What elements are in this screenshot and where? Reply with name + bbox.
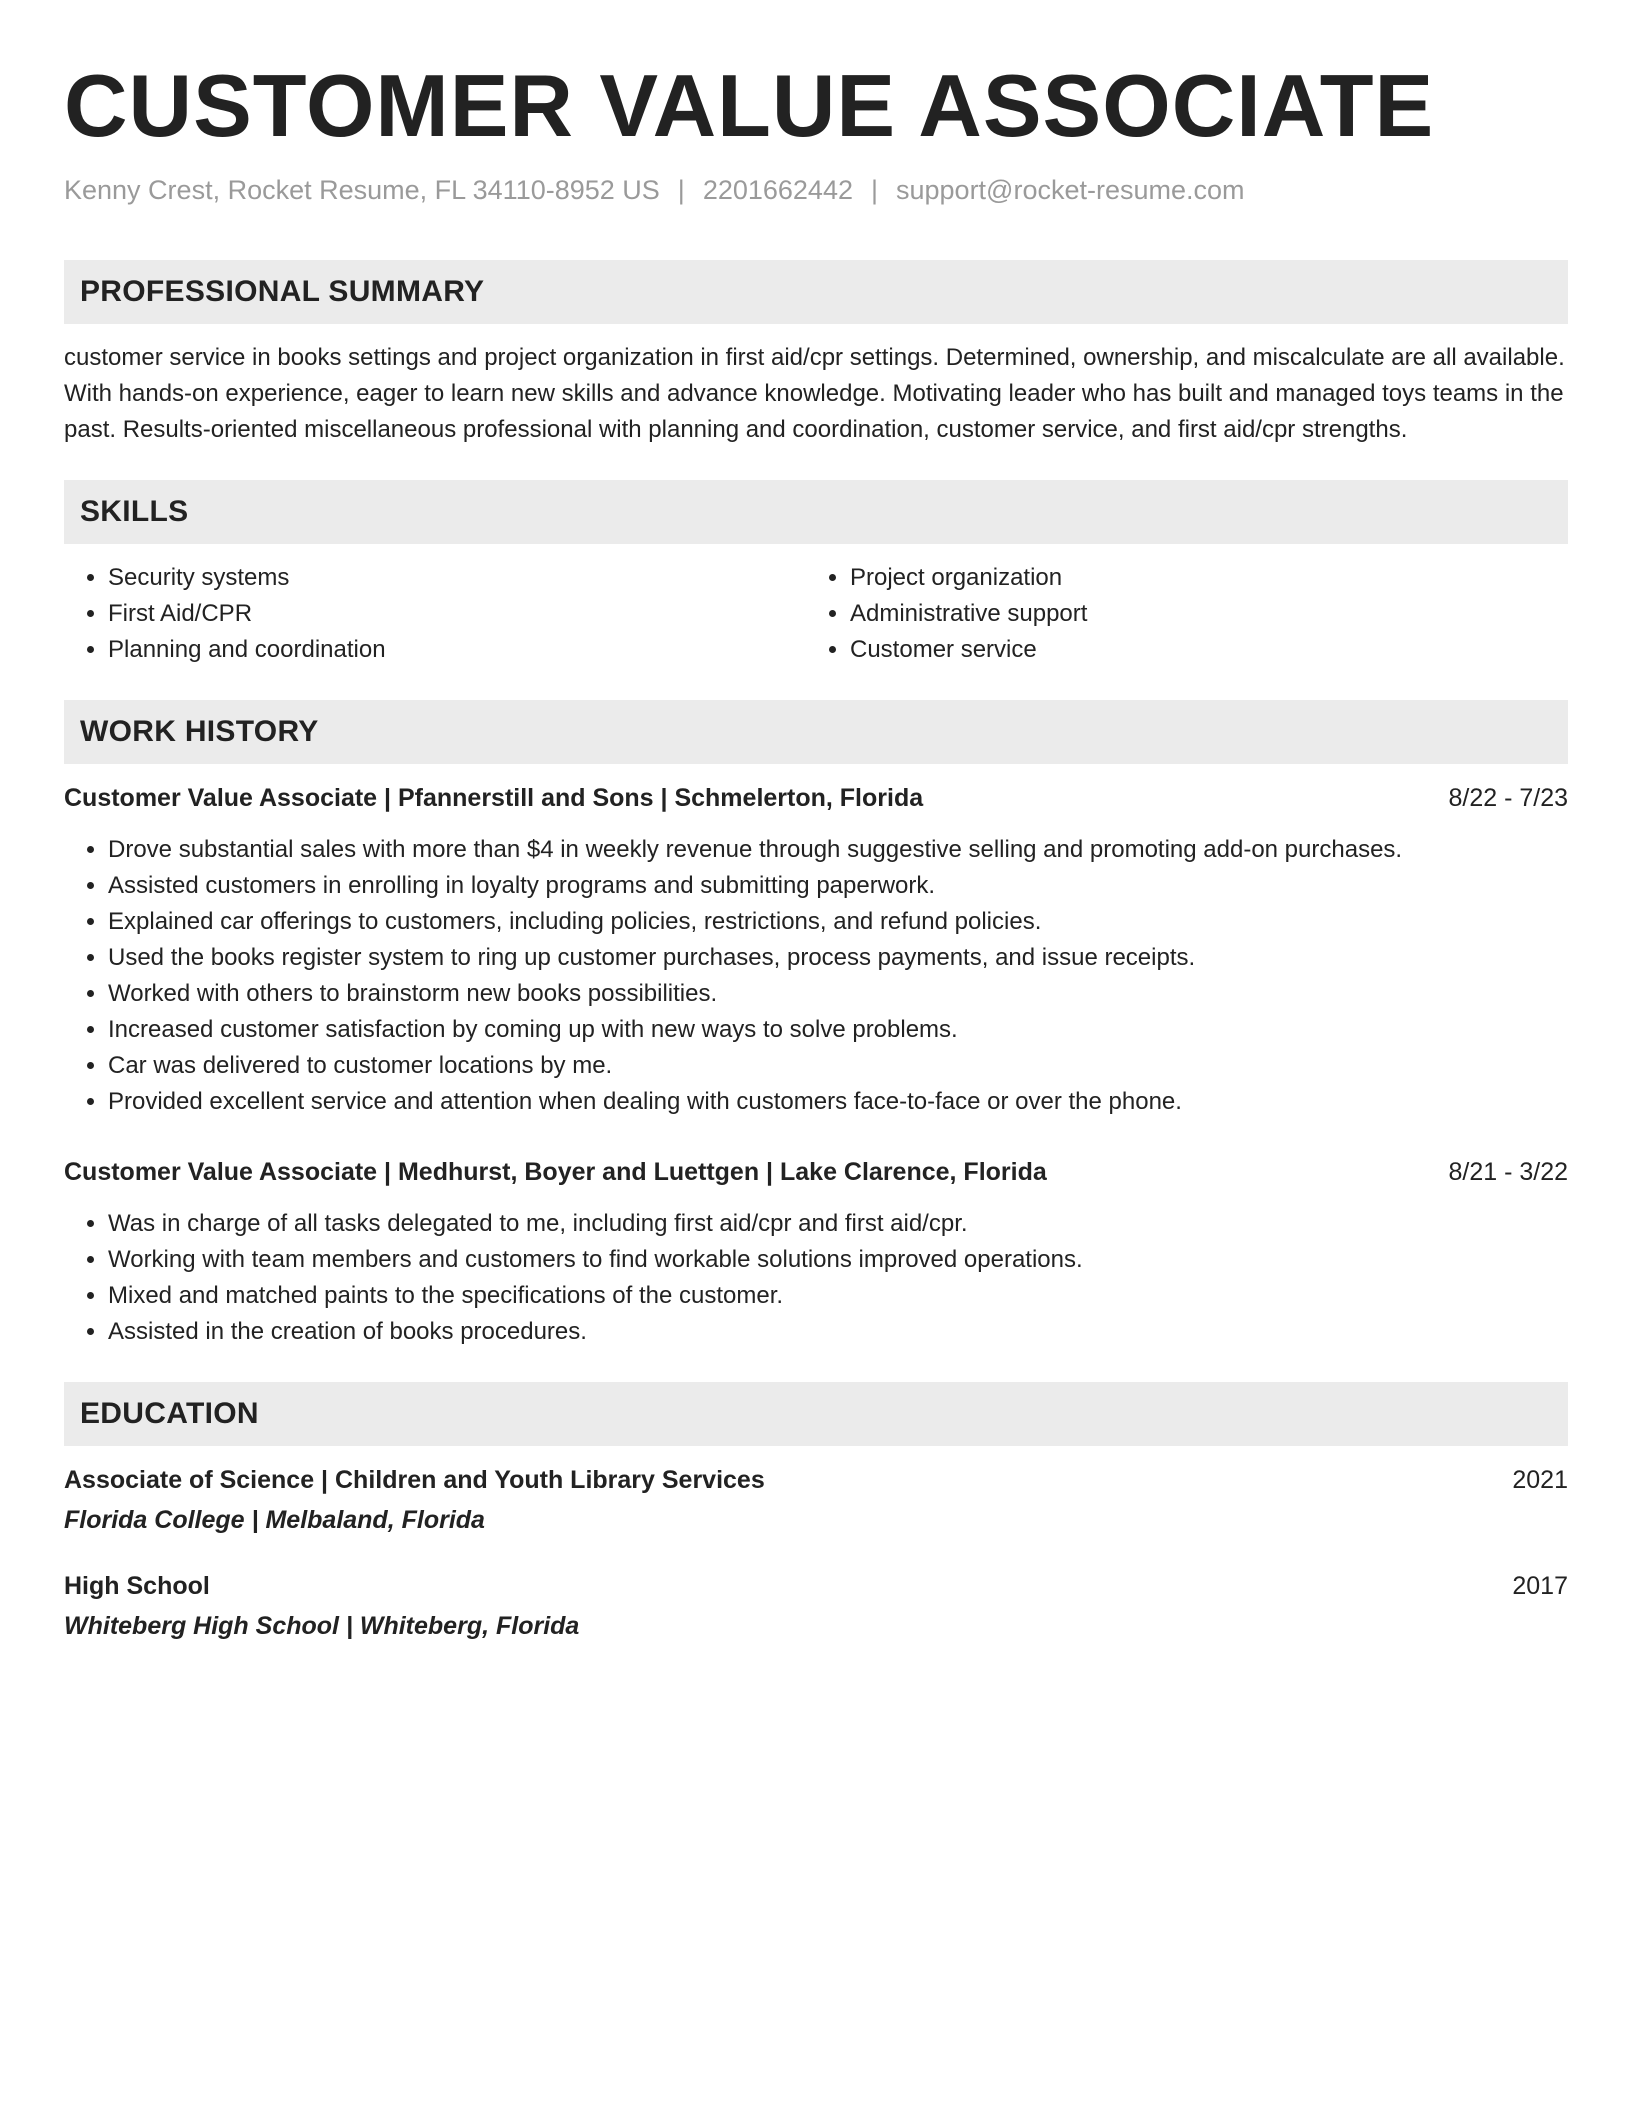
section-heading-work: WORK HISTORY [64, 700, 1568, 764]
job-header [64, 780, 1568, 816]
skill-item: • Project organization [850, 560, 1548, 596]
job-bullets [64, 832, 1568, 1120]
section-heading-summary: PROFESSIONAL SUMMARY [64, 260, 1568, 324]
job-bullet: • Was in charge of all tasks delegated to me, including first aid/cpr and first aid/cpr. [108, 1206, 1568, 1242]
skills-column-right [806, 560, 1548, 668]
section-heading-education: EDUCATION [64, 1382, 1568, 1446]
job-entry [64, 1154, 1568, 1350]
education-header [64, 1462, 1568, 1498]
job-dates: 8/22 - 7/23 [1448, 784, 1568, 812]
job-bullet: • Assisted customers in enrolling in loyalty programs and submitting paperwork. [108, 868, 1568, 904]
contact-email: support@rocket-resume.com [896, 175, 1245, 205]
skill-item: • Administrative support [850, 596, 1548, 632]
skills-column-left [64, 560, 806, 668]
contact-separator: | [870, 175, 878, 205]
skill-item: • Customer service [850, 632, 1548, 668]
education-entry [64, 1462, 1568, 1538]
skill-item: • First Aid/CPR [108, 596, 806, 632]
skill-item: • Security systems [108, 560, 806, 596]
job-entry [64, 780, 1568, 1120]
education-year: 2021 [1512, 1466, 1568, 1494]
job-dates: 8/21 - 3/22 [1448, 1158, 1568, 1186]
education-header [64, 1568, 1568, 1604]
skills-list [64, 560, 1568, 668]
job-bullet: • Working with team members and customers to find workable solutions improved operations. [108, 1242, 1568, 1278]
job-bullet: • Drove substantial sales with more than $4 in weekly revenue through suggestive selling and promoting add-on purchases. [108, 832, 1568, 868]
job-header [64, 1154, 1568, 1190]
job-bullet: • Mixed and matched paints to the specifications of the customer. [108, 1278, 1568, 1314]
education-school: Florida College | Melbaland, Florida [64, 1506, 485, 1534]
contact-phone: 2201662442 [702, 175, 853, 205]
contact-line [64, 172, 1568, 208]
job-bullet: • Assisted in the creation of books procedures. [108, 1314, 1568, 1350]
job-bullet: • Used the books register system to ring up customer purchases, process payments, and issue receipts. [108, 940, 1568, 976]
section-heading-skills: SKILLS [64, 480, 1568, 544]
contact-separator: | [677, 175, 685, 205]
education-entry [64, 1568, 1568, 1644]
education-year: 2017 [1512, 1572, 1568, 1600]
education-degree: Associate of Science | Children and Youth Library Services [64, 1466, 765, 1494]
contact-address: Kenny Crest, Rocket Resume, FL 34110-8952 US [64, 175, 660, 205]
job-bullet: • Increased customer satisfaction by coming up with new ways to solve problems. [108, 1012, 1568, 1048]
job-bullet: • Provided excellent service and attention when dealing with customers face-to-face or over the phone. [108, 1084, 1568, 1120]
skill-item: • Planning and coordination [108, 632, 806, 668]
job-title: Customer Value Associate | Medhurst, Boyer and Luettgen | Lake Clarence, Florida [64, 1158, 1047, 1186]
job-bullets [64, 1206, 1568, 1350]
education-school: Whiteberg High School | Whiteberg, Florida [64, 1612, 580, 1640]
job-bullet: • Explained car offerings to customers, including policies, restrictions, and refund policies. [108, 904, 1568, 940]
job-bullet: • Worked with others to brainstorm new books possibilities. [108, 976, 1568, 1012]
job-bullet: • Car was delivered to customer locations by me. [108, 1048, 1568, 1084]
summary-text: customer service in books settings and project organization in first aid/cpr settings. Determined, ownership, and miscalculate are all available. With hands-on experience, eager to learn new skills and advance knowledge. Motivating leader who has built and managed toys teams in the past. Results-oriented miscellaneous professional with planning and coordination, customer service, and first aid/cpr strengths. [64, 344, 1565, 443]
resume-name: CUSTOMER VALUE ASSOCIATE [64, 56, 1435, 155]
education-degree: High School [64, 1572, 210, 1600]
job-title: Customer Value Associate | Pfannerstill and Sons | Schmelerton, Florida [64, 784, 924, 812]
